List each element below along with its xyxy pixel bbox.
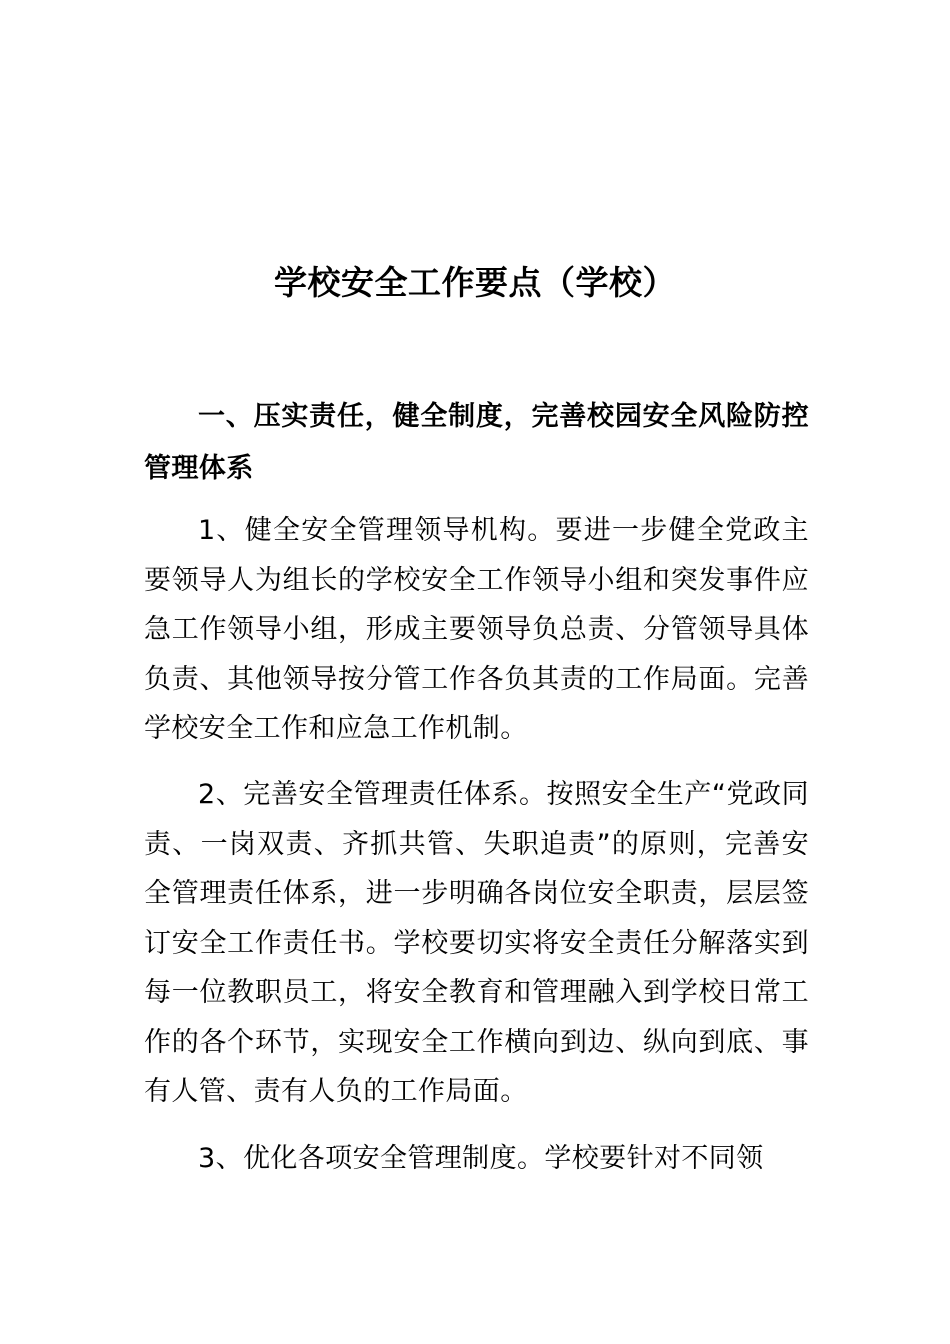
paragraph-1: 1、健全安全管理领导机构。要进一步健全党政主要领导人为组长的学校安全工作领导小组和突发事件应急工作领导小组，形成主要领导负总责、分管领导具体负责、其他领导按分管工作各负其责的工作局面。完善学校安全工作和应急工作机制。 [144, 515, 809, 744]
paragraph-3: 3、优化各项安全管理制度。学校要针对不同领 [198, 1143, 764, 1174]
document-title: 学校安全工作要点（学校） [274, 263, 676, 302]
paragraph-2: 2、完善安全管理责任体系。按照安全生产“党政同责、一岗双责、齐抓共管、失职追责”的原则，完善安全管理责任体系，进一步明确各岗位安全职责，层层签订安全工作责任书。学校要切实将安全责任分解落实到每一位教职员工，将安全教育和管理融入到学校日常工作的各个环节，实现安全工作横向到边、纵向到底、事有人管、责有人负的工作局面。 [144, 779, 809, 1107]
section-heading: 一、压实责任，健全制度，完善校园安全风险防控管理体系 [144, 401, 809, 484]
